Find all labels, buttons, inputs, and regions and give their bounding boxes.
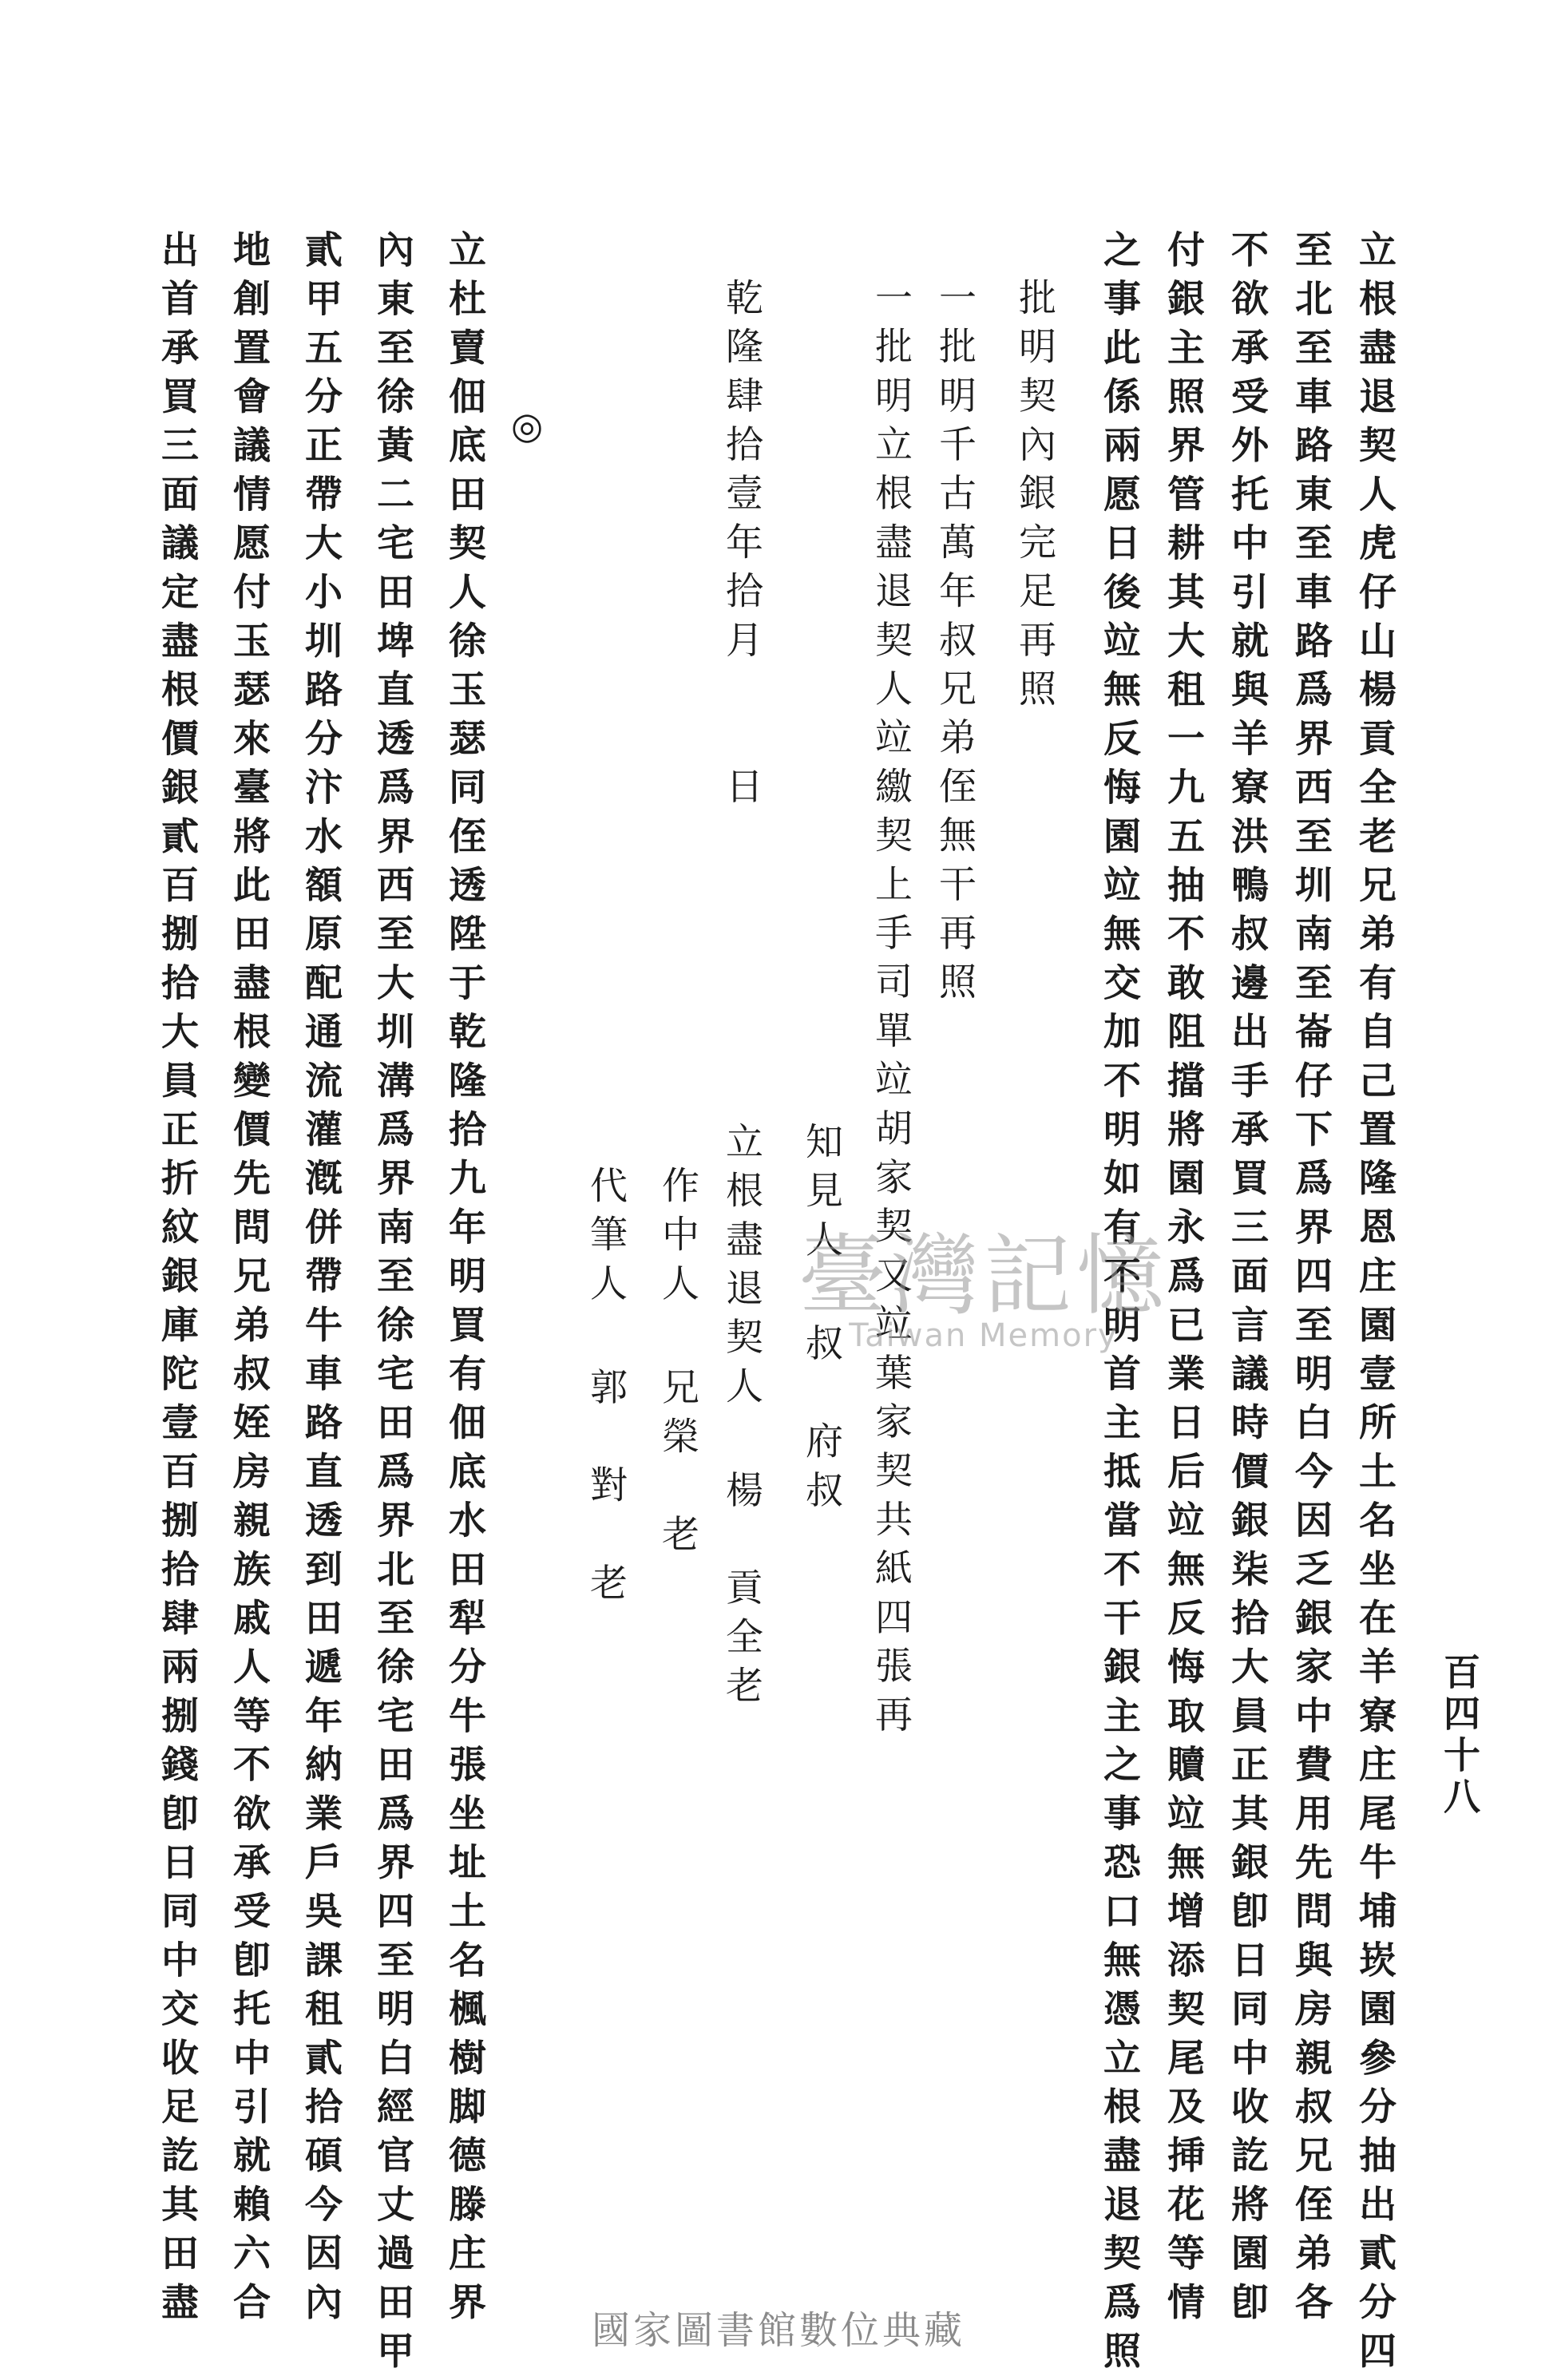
- contract2-line-5: 出首承買三面議定盡根價銀貳百捌拾大員正折紋銀庫陀壹百捌拾肆兩捌錢卽日同中交收足訖其田盡: [155, 230, 199, 2331]
- signatory-seller-role: 立根盡退契人: [719, 1122, 763, 1416]
- watermark-chinese: 臺灣記憶: [798, 1225, 1169, 1327]
- signatory-middleman: [656, 1166, 699, 1563]
- contract2-line-1: 立杜賣佃底田契人徐玉瑟同侄透陞于乾隆拾九年明買有佃底水田犁分牛張坐址土名楓樹脚德滕庄界: [442, 230, 486, 2331]
- contract2-line-2: 內東至徐黃二宅田埤直透爲界西至大圳溝爲界南至徐宅田爲界北至徐宅田爲界四至明白經官丈過田甲: [370, 230, 414, 2380]
- signatory-middleman-role: 作中人: [656, 1166, 699, 1313]
- signatory-scribe-name: 郭 對 老: [584, 1367, 628, 1612]
- contract2-line-3: 貳甲五分正帶大小圳路分汴水額原配通流灌漑併帶牛車路直透到田遞年納業戶吳課租貳拾碩今因內: [299, 230, 343, 2331]
- signatory-scribe: [584, 1166, 628, 1612]
- page-number: 百四十八: [1438, 1653, 1481, 1819]
- contract1-note-3: 一批明立根盡退契人竝繳契上手司單竝胡家契又竝葉家契共紙四張再: [869, 278, 913, 1744]
- signatory-scribe-role: 代筆人: [584, 1166, 628, 1313]
- contract1-line-4: 付銀主照界管耕其大租一九五抽不敢阻擋將園永爲已業日后竝無反悔取贖竝無增添契尾及挿花等情: [1161, 230, 1205, 2331]
- contract1-note-1: 批明契內銀完足再照: [1012, 278, 1056, 718]
- footer-archive-label: 國家圖書館數位典藏: [591, 2308, 965, 2353]
- signatory-seller: [719, 1122, 763, 1715]
- watermark-english: Taiwan Memory: [849, 1317, 1119, 1354]
- contract1-line-1: 立根盡退契人虎仔山楊貢全老兄弟有自己置隆恩庄園壹所土名坐在羊寮庄尾牛埔崁園參分抽出貳分四: [1353, 230, 1397, 2380]
- watermark: [798, 1206, 1169, 1354]
- signatory-witness-role: 知見人: [799, 1122, 843, 1269]
- contract2-line-4: 地創置會議情愿付玉瑟來臺將此田盡根變價先問兄弟叔姪房親族戚人等不欲承受卽托中引就賴六合: [227, 230, 271, 2331]
- signatory-seller-name: 楊 貢全老: [719, 1470, 763, 1715]
- contract1-note-2: 一批明千古萬年叔兄弟侄無干再照: [933, 278, 977, 1011]
- contract1-date: 乾隆肆拾壹年拾月 日: [719, 278, 763, 816]
- signatory-witness-name: 叔 府叔: [799, 1323, 843, 1519]
- signatory-middleman-name: 兄榮 老: [656, 1367, 699, 1563]
- contract1-line-5: 之事此係兩愿日後竝無反悔園竝無交加不明如有不明首主抵當不干銀主之事恐口無憑立根盡退契爲照: [1097, 230, 1141, 2380]
- contract1-line-3: 不欲承受外托中引就與羊寮洪鴨叔邊出手承買三面言議時價銀柒拾大員正其銀卽日同中收訖將園卽: [1225, 230, 1269, 2331]
- contract1-line-2: 至北至車路東至車路爲界西至圳南至崙仔下爲界四至明白今因乏銀家中費用先問與房親叔兄侄弟各: [1289, 230, 1333, 2331]
- section-separator-circle: ◎: [511, 404, 544, 447]
